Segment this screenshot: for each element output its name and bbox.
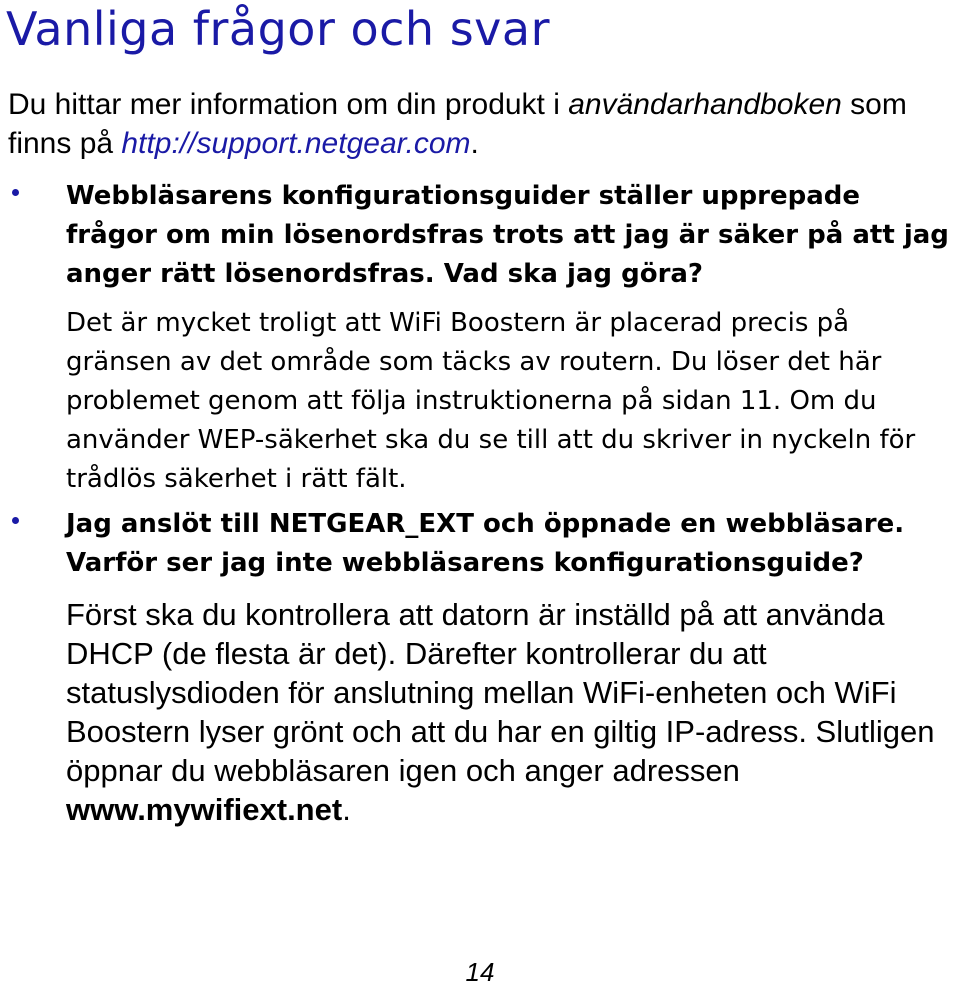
- faq-answer-text: Först ska du kontrollera att datorn är inställd på att använda DHCP (de flesta är det). Därefter kontrollerar du att statuslysdioden för anslutning mellan WiFi-enheten och WiFi Boostern lyser grönt och att du har en giltig IP-adress. Slutligen öppnar du webbläsaren igen och anger adressen: [66, 597, 935, 788]
- web-address: www.mywifiext.net: [66, 792, 343, 827]
- handbook-reference: användarhandboken: [568, 88, 842, 121]
- bullet-icon: [12, 189, 19, 196]
- faq-answer: Det är mycket troligt att WiFi Boostern är placerad precis på gränsen av det område som täcks av routern. Du löser det här problemet genom att följa instruktionerna på sidan 11. Om du använder WEP-säkerhet ska du se till att du skriver in nyckeln för trådlös säkerhet i rätt fält.: [66, 308, 916, 494]
- faq-item: [66, 505, 956, 829]
- faq-item: [66, 177, 956, 499]
- faq-question: Webbläsarens konfigurationsguider ställer upprepade frågor om min lösenordsfras trots att jag är säker på att jag anger rätt lösenordsfras. Vad ska jag göra?: [66, 181, 949, 289]
- intro-text-start: Du hittar mer information om din produkt i: [8, 88, 569, 121]
- bullet-icon: [12, 517, 19, 524]
- page-number: 14: [465, 957, 495, 987]
- intro-text-end: .: [470, 127, 479, 160]
- intro-text-middle: som finns på: [8, 88, 907, 160]
- intro-paragraph: [8, 85, 948, 163]
- page-title: Vanliga frågor och svar: [6, 2, 550, 56]
- support-link[interactable]: http://support.netgear.com: [121, 127, 471, 160]
- faq-answer-end: .: [342, 792, 351, 827]
- faq-answer: [66, 595, 956, 829]
- faq-question: Jag anslöt till NETGEAR_EXT och öppnade en webbläsare. Varför ser jag inte webbläsarens konfigurationsguide?: [66, 509, 905, 578]
